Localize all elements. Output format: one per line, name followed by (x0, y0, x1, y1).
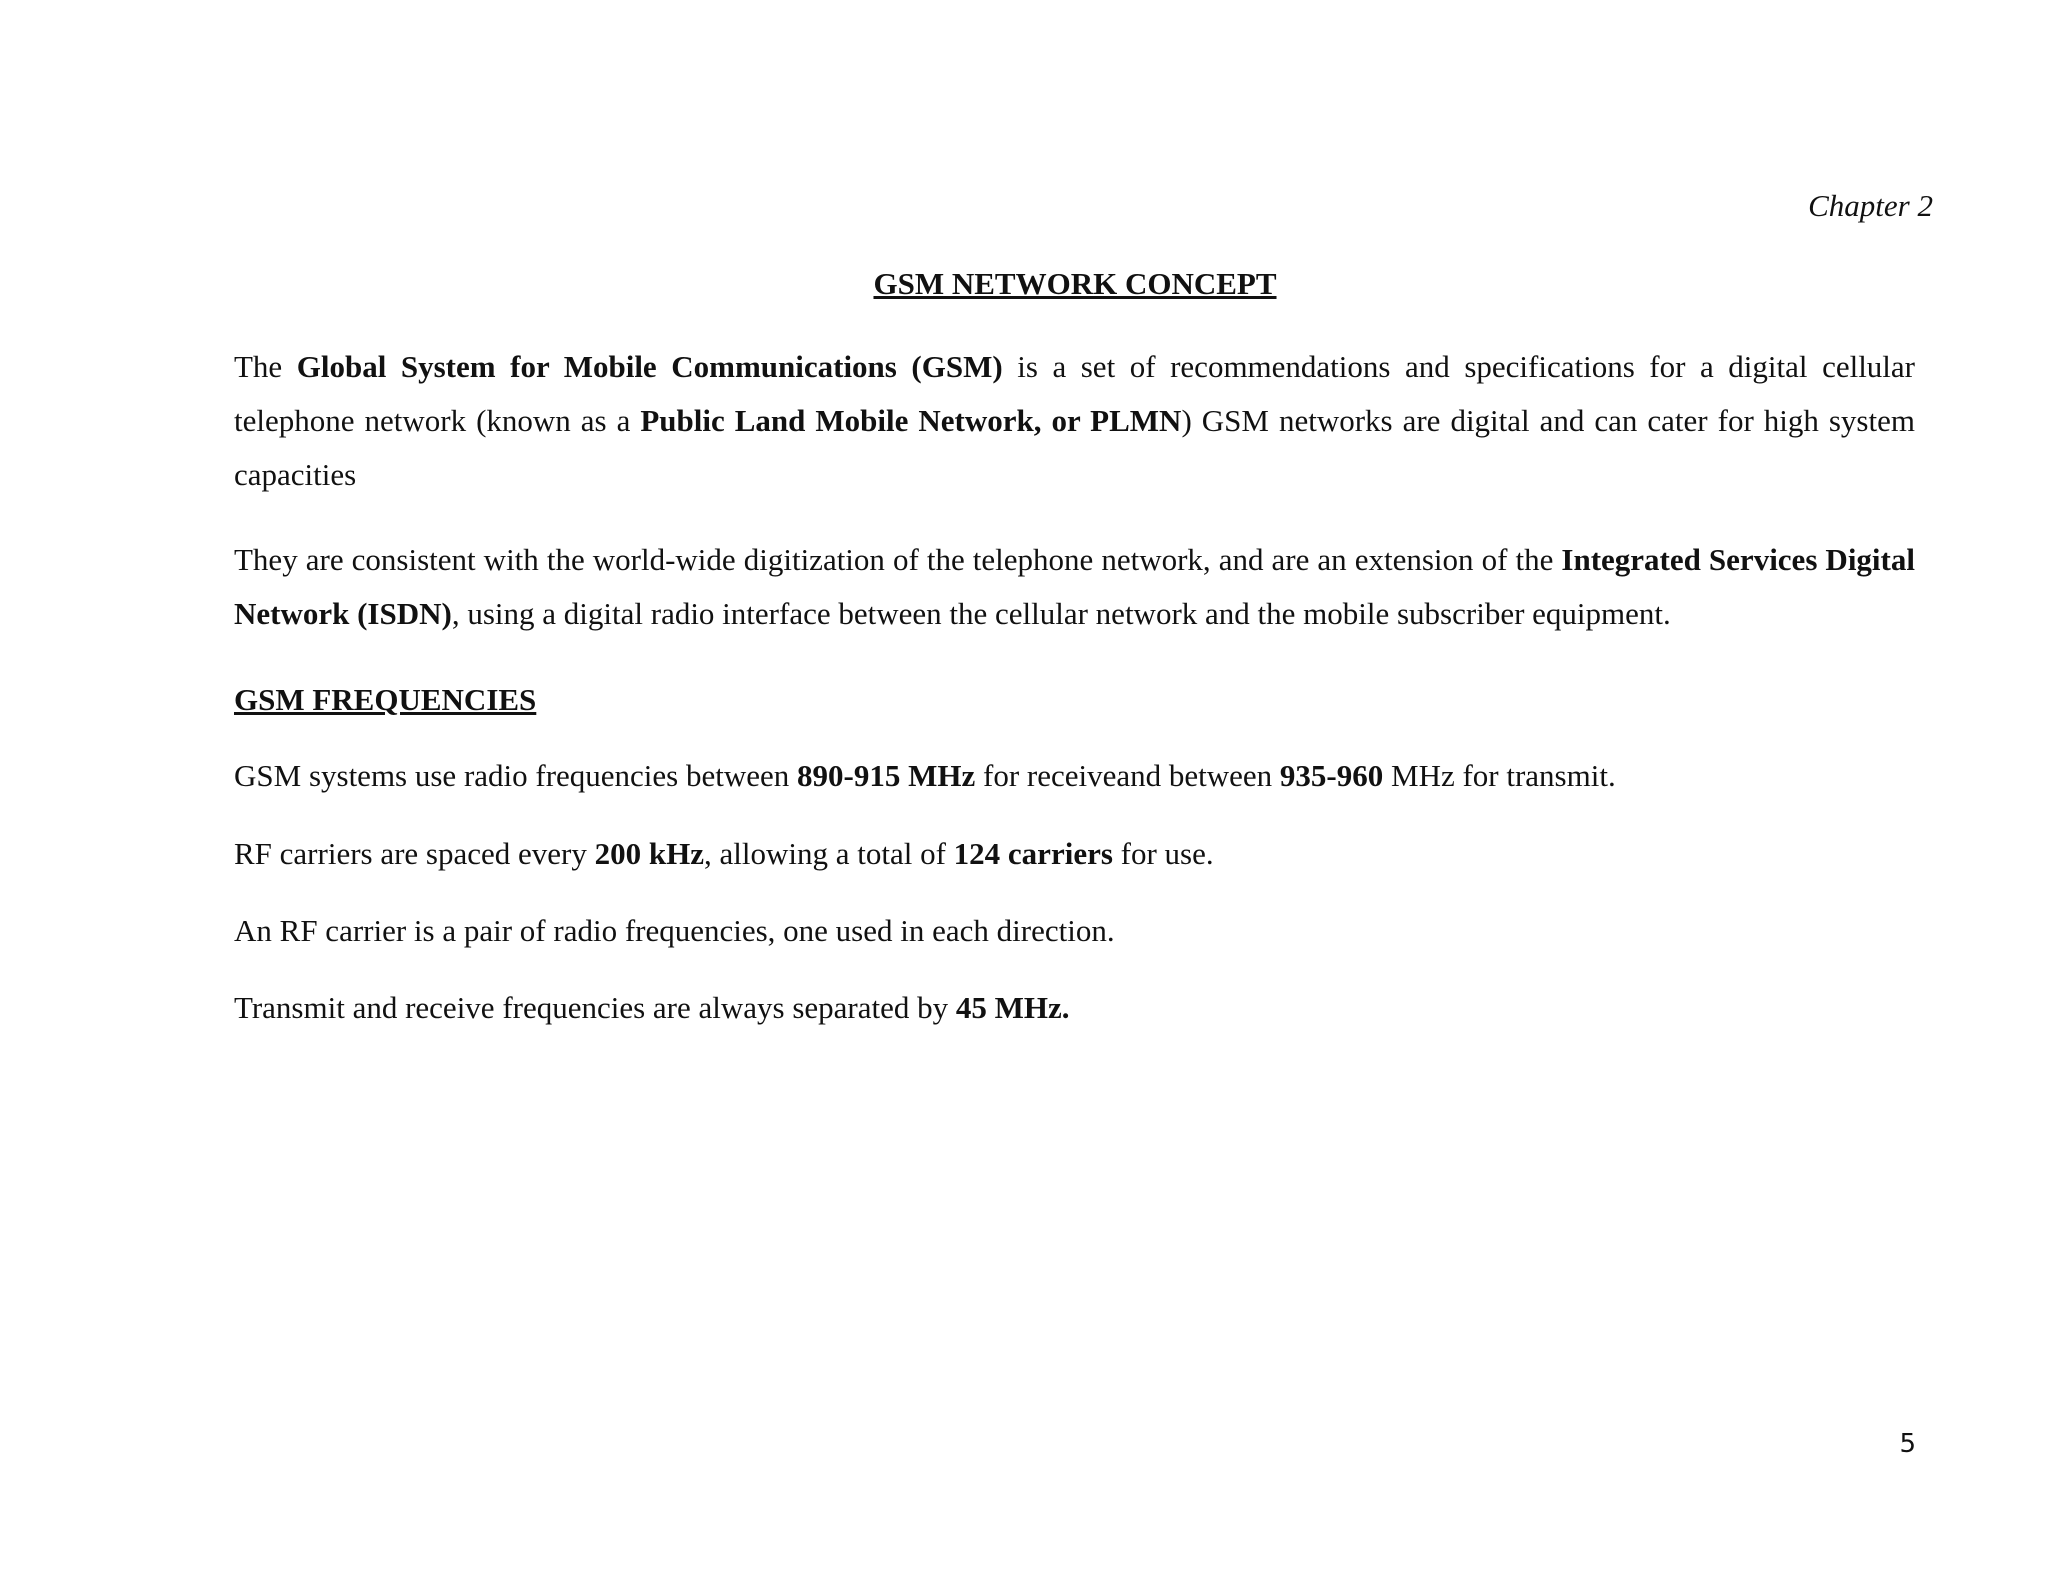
spacing-text-3: for use. (1112, 836, 1214, 871)
isdn-text-1: They are consistent with the world-wide digitization of the telephone network, and are an extension of the (234, 542, 1562, 577)
separation-bold: 45 MHz. (955, 990, 1070, 1025)
page-number: 5 (1899, 1429, 1916, 1459)
frequencies-heading: GSM FREQUENCIES (234, 682, 537, 717)
freq-bold-transmit: 935-960 (1279, 758, 1384, 793)
freq-text-2: for receiveand between (975, 758, 1280, 793)
intro-text-1: The (234, 349, 297, 384)
spacing-text-1: RF carriers are spaced every (234, 836, 595, 871)
freq-bold-receive: 890-915 MHz (797, 758, 976, 793)
freq-text-3: MHz for transmit. (1383, 758, 1616, 793)
intro-paragraph (234, 340, 1915, 502)
rf-carrier-line (234, 911, 1115, 951)
separation-text: Transmit and receive frequencies are always separated by (234, 990, 956, 1025)
isdn-bold: Integrated Services Digital Network (ISDN) (234, 542, 1915, 631)
frequency-range-line (234, 756, 1616, 796)
isdn-text-2: , using a digital radio interface between the cellular network and the mobile subscriber equipment. (451, 596, 1671, 631)
chapter-label: Chapter 2 (1808, 188, 1933, 223)
spacing-bold-khz: 200 kHz (594, 836, 704, 871)
freq-text-1: GSM systems use radio frequencies between (234, 758, 798, 793)
section-heading: GSM NETWORK CONCEPT (873, 266, 1277, 301)
carrier-spacing-line (234, 834, 1214, 874)
rf-carrier-text: An RF carrier is a pair of radio frequencies, one used in each direction. (234, 913, 1115, 948)
spacing-bold-carriers: 124 carriers (953, 836, 1113, 871)
isdn-paragraph (234, 533, 1915, 641)
intro-bold-plmn: Public Land Mobile Network, or PLMN (640, 403, 1182, 438)
intro-text-2: is a set of recommendations and specifications for a digital cellular telephone network (known as a (234, 349, 1916, 438)
intro-text-3: ) GSM networks are digital and can cater for high system capacities (234, 403, 1915, 492)
intro-bold-gsm: Global System for Mobile Communications (GSM) (296, 349, 1003, 384)
spacing-text-2: , allowing a total of (704, 836, 954, 871)
separation-line (234, 988, 1070, 1028)
